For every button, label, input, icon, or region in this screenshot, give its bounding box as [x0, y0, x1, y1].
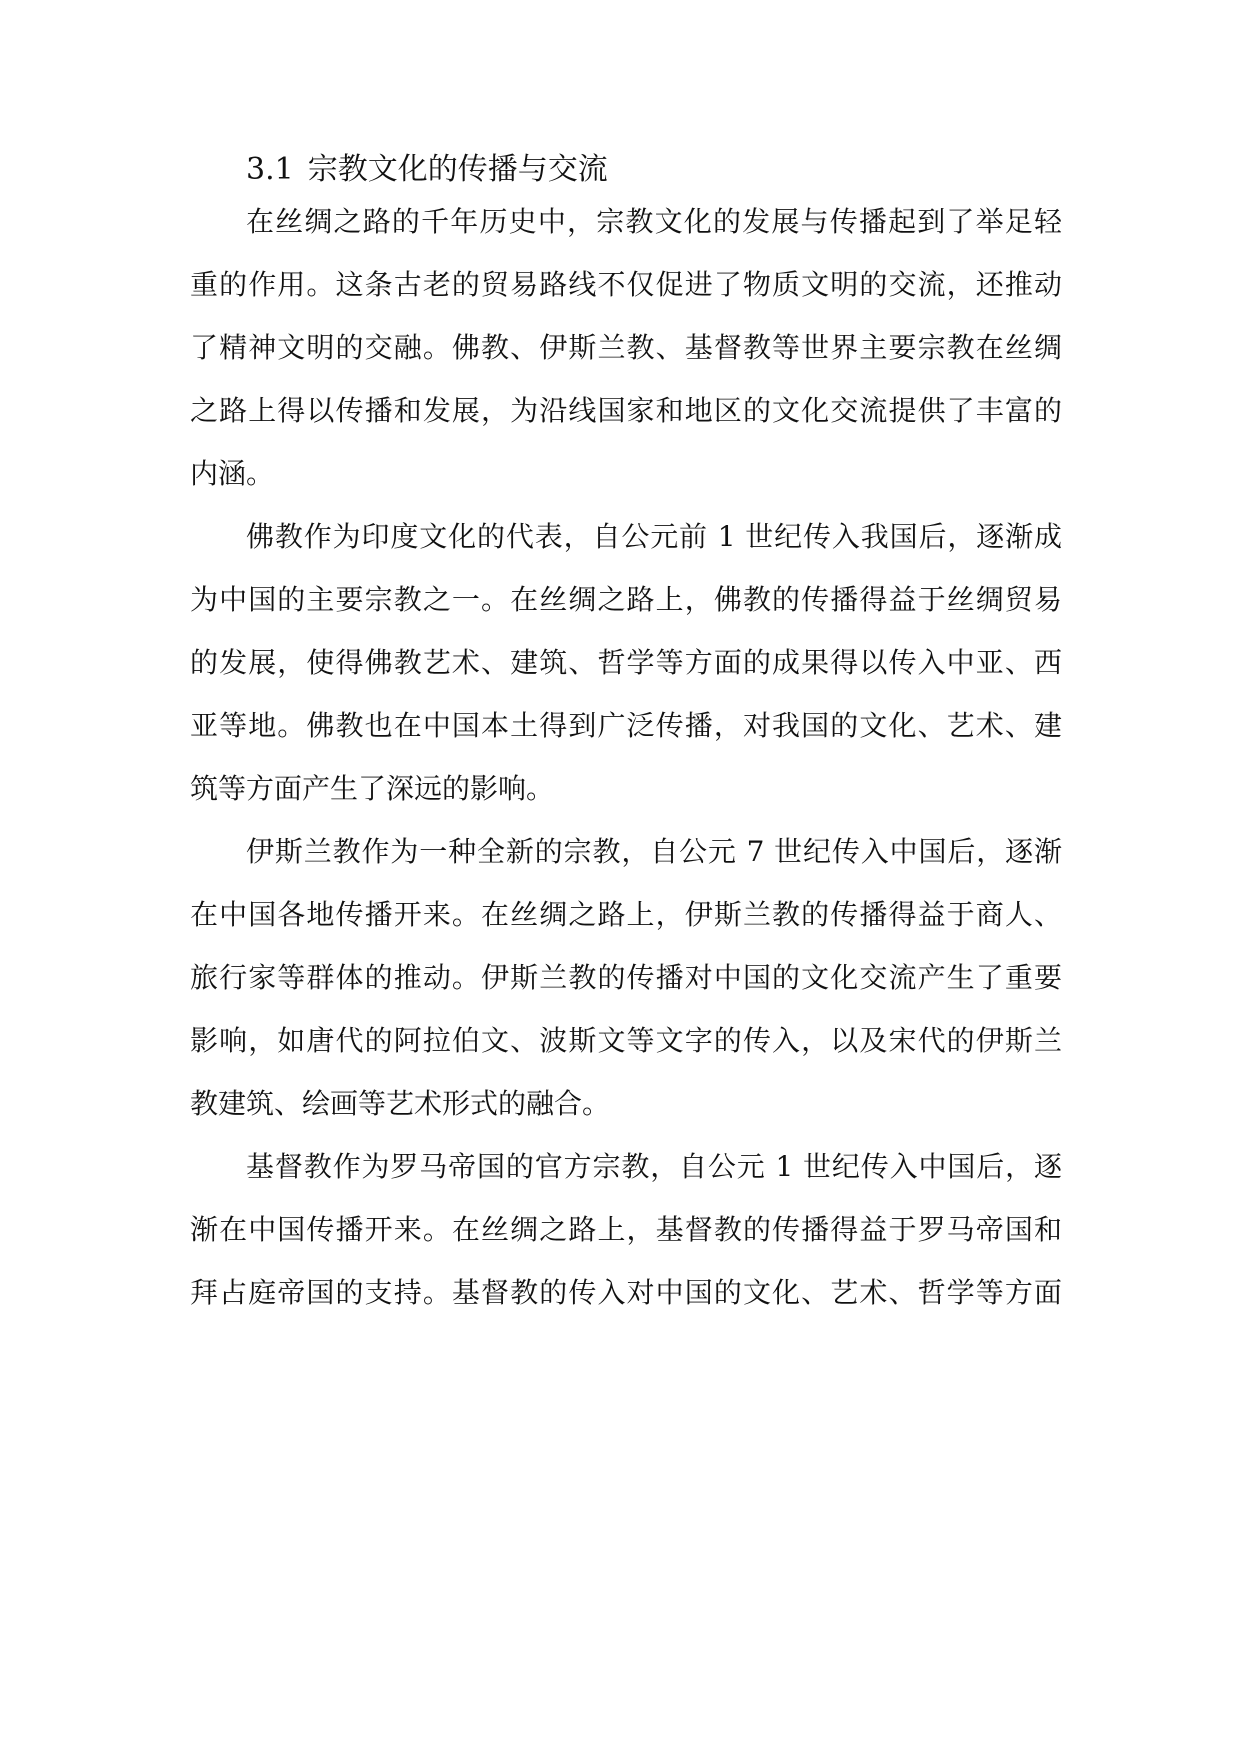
paragraph-2-line-3: 的发展，使得佛教艺术、建筑、哲学等方面的成果得以传入中亚、西 — [190, 646, 1062, 679]
paragraph-1-line-1: 在丝绸之路的千年历史中，宗教文化的发展与传播起到了举足轻 — [246, 205, 1062, 238]
paragraph-2-line-2: 为中国的主要宗教之一。在丝绸之路上，佛教的传播得益于丝绸贸易 — [190, 583, 1062, 616]
paragraph-4-line-1: 基督教作为罗马帝国的官方宗教，自公元 1 世纪传入中国后，逐 — [246, 1150, 1062, 1183]
section-number: 3.1 — [246, 152, 294, 187]
paragraph-3-line-2: 在中国各地传播开来。在丝绸之路上，伊斯兰教的传播得益于商人、 — [190, 898, 1062, 931]
section-heading — [246, 150, 608, 190]
paragraph-1-line-3: 了精神文明的交融。佛教、伊斯兰教、基督教等世界主要宗教在丝绸 — [190, 331, 1062, 364]
paragraph-3-line-3: 旅行家等群体的推动。伊斯兰教的传播对中国的文化交流产生了重要 — [190, 961, 1062, 994]
paragraph-2-line-1: 佛教作为印度文化的代表，自公元前 1 世纪传入我国后，逐渐成 — [246, 520, 1062, 553]
paragraph-3-line-5: 教建筑、绘画等艺术形式的融合。 — [190, 1087, 611, 1120]
paragraph-1-line-2: 重的作用。这条古老的贸易路线不仅促进了物质文明的交流，还推动 — [190, 268, 1062, 301]
paragraph-3-line-4: 影响，如唐代的阿拉伯文、波斯文等文字的传入，以及宋代的伊斯兰 — [190, 1024, 1062, 1057]
paragraph-4-line-2: 渐在中国传播开来。在丝绸之路上，基督教的传播得益于罗马帝国和 — [190, 1213, 1062, 1246]
paragraph-1-line-5: 内涵。 — [190, 457, 275, 490]
paragraph-2-line-4: 亚等地。佛教也在中国本土得到广泛传播，对我国的文化、艺术、建 — [190, 709, 1062, 742]
paragraph-2-line-5: 筑等方面产生了深远的影响。 — [190, 772, 555, 805]
paragraph-4-line-3: 拜占庭帝国的支持。基督教的传入对中国的文化、艺术、哲学等方面 — [190, 1276, 1062, 1309]
paragraph-1-line-4: 之路上得以传播和发展，为沿线国家和地区的文化交流提供了丰富的 — [190, 394, 1062, 427]
paragraph-3-line-1: 伊斯兰教作为一种全新的宗教，自公元 7 世纪传入中国后，逐渐 — [246, 835, 1062, 868]
section-title: 宗教文化的传播与交流 — [307, 152, 608, 187]
